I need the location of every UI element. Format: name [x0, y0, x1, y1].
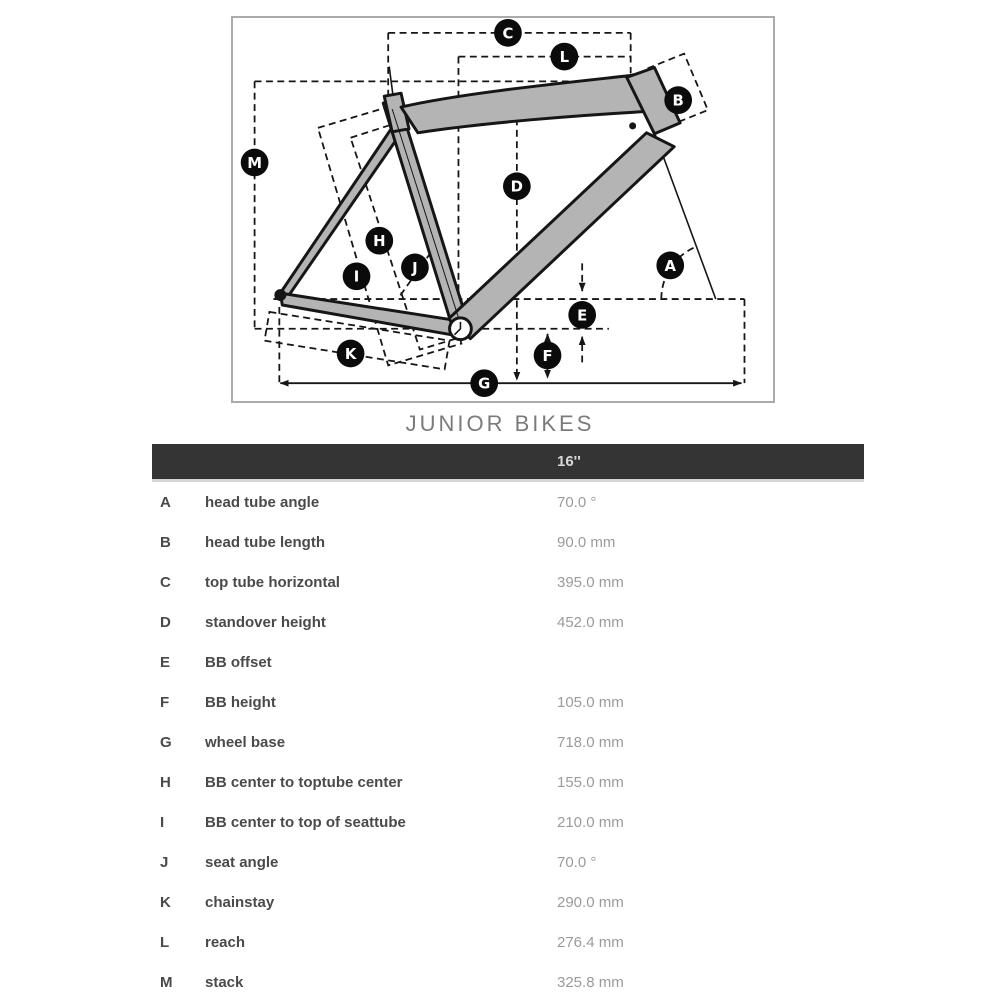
badge-letter: G — [478, 375, 491, 393]
badge-J — [401, 254, 429, 282]
row-letter: M — [160, 973, 173, 991]
row-label: wheel base — [205, 733, 286, 751]
table-row — [152, 562, 864, 602]
seat-stay — [280, 129, 401, 299]
badge-H — [365, 227, 393, 255]
table-row — [152, 842, 864, 882]
badge-I — [343, 262, 371, 290]
table-row — [152, 682, 864, 722]
row-label: top tube horizontal — [205, 573, 340, 591]
dimension-lines — [255, 33, 745, 383]
down-tube — [449, 133, 675, 339]
row-label: standover height — [205, 613, 326, 631]
row-letter: C — [160, 573, 171, 591]
table-row — [152, 482, 864, 522]
row-label: reach — [205, 933, 246, 951]
row-label: BB center to top of seattube — [205, 813, 406, 831]
row-value: 70.0 ° — [557, 493, 597, 511]
row-value: 70.0 ° — [557, 853, 597, 871]
badge-G — [470, 369, 498, 397]
table-row — [152, 762, 864, 802]
head-tube-dot — [629, 122, 636, 129]
badge-letter: C — [502, 25, 514, 43]
row-value: 452.0 mm — [557, 613, 624, 631]
badge-A — [656, 252, 684, 280]
table-row — [152, 522, 864, 562]
row-value: 155.0 mm — [557, 773, 624, 791]
frame-geometry-diagram — [231, 16, 775, 403]
row-label: head tube length — [205, 533, 325, 551]
table-body — [152, 482, 864, 1000]
table-row — [152, 882, 864, 922]
badge-K — [337, 340, 365, 368]
badge-letter: B — [672, 92, 684, 110]
table-row — [152, 922, 864, 962]
badge-letter: D — [510, 178, 524, 196]
badge-C — [494, 19, 522, 47]
row-value: 325.8 mm — [557, 973, 624, 991]
row-value: 276.4 mm — [557, 933, 624, 951]
row-value: 718.0 mm — [557, 733, 624, 751]
row-letter: E — [160, 653, 171, 671]
badge-L — [551, 43, 579, 71]
row-label: chainstay — [205, 893, 275, 911]
row-letter: G — [160, 733, 172, 751]
row-value: 105.0 mm — [557, 693, 624, 711]
row-value: 290.0 mm — [557, 893, 624, 911]
table-row — [152, 962, 864, 1000]
table-row — [152, 722, 864, 762]
badge-letter: M — [247, 154, 262, 172]
badge-letter: F — [542, 347, 553, 365]
row-value: 395.0 mm — [557, 573, 624, 591]
badge-E — [568, 301, 596, 329]
table-row — [152, 642, 864, 682]
geometry-table — [152, 444, 864, 1000]
seat-tube-inner-line — [392, 109, 459, 321]
badge-letter: I — [353, 268, 360, 286]
table-row — [152, 802, 864, 842]
row-value: 90.0 mm — [557, 533, 616, 551]
row-letter: I — [160, 813, 165, 831]
size-column-header: 16'' — [557, 453, 581, 470]
row-letter: A — [160, 493, 171, 511]
page-title: JUNIOR BIKES — [405, 411, 595, 436]
badge-letter: J — [412, 259, 418, 277]
top-tube — [401, 75, 655, 132]
row-letter: J — [160, 853, 169, 871]
geometry-diagram-svg — [233, 18, 773, 401]
badge-B — [664, 86, 692, 114]
row-label: head tube angle — [205, 493, 320, 511]
rear-dropout — [274, 289, 286, 301]
badge-M — [241, 149, 269, 177]
row-letter: D — [160, 613, 171, 631]
badge-F — [534, 342, 562, 370]
badge-letter: E — [577, 307, 588, 325]
row-letter: F — [160, 693, 170, 711]
row-label: BB center to toptube center — [205, 773, 403, 791]
badge-letter: H — [373, 233, 386, 251]
badge-letter: K — [344, 345, 357, 363]
row-label: seat angle — [205, 853, 279, 871]
table-row — [152, 602, 864, 642]
table-header — [152, 444, 864, 482]
row-letter: L — [160, 933, 170, 951]
row-label: BB offset — [205, 653, 272, 671]
badge-D — [503, 172, 531, 200]
row-value: 210.0 mm — [557, 813, 624, 831]
badge-letter: L — [559, 49, 570, 67]
badge-letter: A — [664, 257, 676, 275]
row-label: stack — [205, 973, 244, 991]
row-label: BB height — [205, 693, 276, 711]
row-letter: H — [160, 773, 171, 791]
row-letter: K — [160, 893, 171, 911]
row-letter: B — [160, 533, 171, 551]
